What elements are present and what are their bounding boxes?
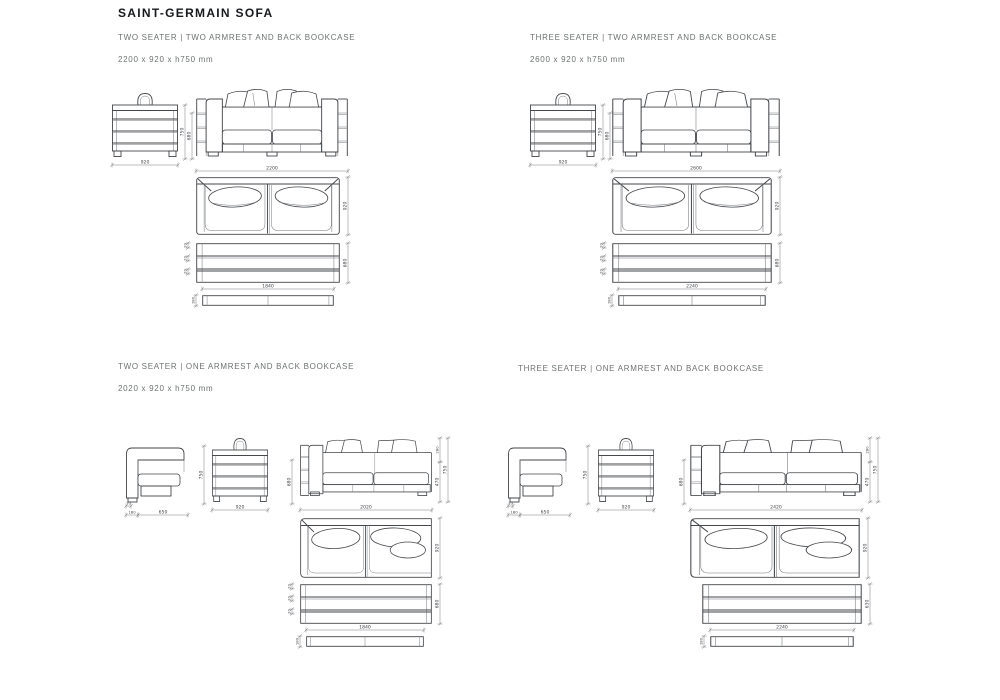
bookcase-height-dim [434,582,442,625]
bookcase-width-dim [708,624,855,632]
front-width-dim [610,165,781,173]
plan-depth-dim-label: 920 [435,543,441,553]
side-elevation-drawing [113,94,178,157]
front-elevation-drawing [301,439,432,495]
armrest-top-dim-label: 70 [508,500,513,506]
shelf-thickness-dim-label: 20 [286,596,292,601]
total-height-dim [597,103,605,160]
back-height-dim [604,111,612,160]
bookcase-width-dim-label: 1840 [359,625,371,631]
front-height-dim [872,436,880,503]
armrest-base-dim [506,509,521,517]
plan-depth-dim [774,175,782,236]
variant-header-three-seater-one-armrest [518,364,764,386]
drawing-three-seater-one-armrest [500,432,895,662]
front-height-dim-label: 750 [443,465,449,475]
side-elevation-drawing [598,439,653,502]
plan-depth-dim [862,516,870,579]
base-strip-drawing [203,296,334,306]
base-height-dim-label: 180 [698,637,704,646]
bookcase-width-dim [304,624,425,632]
total-height-dim-label: 750 [180,127,186,137]
bookcase-width-dim [616,283,767,291]
shelf-thickness-dim-label: 20 [286,584,292,589]
front-height-dim [442,436,450,503]
front-width-dim-label: 2200 [266,166,278,172]
plan-depth-dim [434,516,442,579]
side-depth-dim [596,504,655,512]
bookcase-width-dim [200,283,335,291]
seat-height-dim [864,460,872,503]
side-depth-dim-label: 920 [558,160,568,166]
base-height-dim [294,634,302,648]
front-height-dim-label: 750 [873,465,879,475]
armrest-module-drawing [509,448,567,502]
front-width-dim-label: 2600 [690,166,702,172]
base-height-dim [190,293,198,307]
drawing-two-seater-one-armrest [118,432,468,662]
pillow-height-dim [864,436,872,463]
side-depth-dim-label: 920 [621,505,631,511]
side-depth-dim-label: 920 [140,160,150,166]
bookcase-height-dim-label: 630 [865,599,871,609]
shelf-thickness-dim-label: 20 [286,609,292,614]
back-height-dim-label: 680 [605,131,611,141]
bookcase-width-dim-label: 2240 [776,625,788,631]
shelf-thickness-dim [182,267,190,275]
armrest-width-dim [136,509,189,517]
bookcase-height-dim [864,582,872,625]
plan-depth-dim-label: 920 [343,201,349,211]
front-width-dim [194,165,349,173]
plan-view-drawing [197,178,340,235]
armrest-width-dim [518,509,571,517]
shelf-thickness-dim [182,254,190,262]
total-height-dim-label: 750 [199,470,205,480]
bookcase-height-dim-label: 680 [775,258,781,268]
armrest-base-dim-label: 180 [128,509,136,515]
pillow-height-dim-label: 280 [864,446,870,454]
total-height-dim [582,444,590,505]
variant-title: TWO SEATER | ONE ARMREST AND BACK BOOKCASE [118,362,355,371]
variant-title: TWO SEATER | TWO ARMREST AND BACK BOOKCASE [118,33,356,42]
pillow-height-dim [434,436,442,463]
shelf-thickness-dim-label: 20 [598,269,604,274]
shelf-thickness-dim [182,241,190,249]
variant-size: 2020 x 920 x h750 mm [118,384,214,393]
front-width-dim-label: 2420 [770,505,782,511]
variant-header-three-seater-two-armrest [530,33,777,64]
base-strip-drawing [711,637,853,647]
back-height-dim [286,458,294,505]
shelf-thickness-dim-label: 20 [182,243,188,248]
total-height-dim [179,103,187,160]
total-height-dim-label: 750 [583,470,589,480]
back-height-dim [186,111,194,160]
shelf-thickness-dim [598,241,606,249]
shelf-thickness-dim-label: 20 [598,243,604,248]
shelf-thickness-dim-label: 20 [598,256,604,261]
shelf-thickness-dim [598,267,606,275]
pillow-height-dim-label: 280 [434,446,440,454]
back-height-dim-label: 680 [187,131,193,141]
bookcase-width-dim-label: 1840 [262,284,274,290]
plan-depth-dim-label: 920 [775,201,781,211]
side-depth-dim [210,504,269,512]
front-elevation-drawing [197,89,348,156]
shelf-thickness-dim [286,594,294,602]
variant-header-two-seater-two-armrest [118,33,355,64]
variant-header-two-seater-one-armrest [118,362,354,393]
back-height-dim-label: 680 [679,477,685,487]
base-strip-drawing [307,637,424,647]
bookcase-height-dim [774,241,782,284]
bookcase-height-dim [342,241,350,284]
base-height-dim [606,293,614,307]
armrest-width-dim-label: 650 [158,510,168,516]
shelf-thickness-dim [286,582,294,590]
armrest-top-dim-label: 70 [126,500,131,506]
front-width-dim [298,504,433,512]
base-strip-drawing [619,296,765,306]
plan-view-drawing [301,519,432,578]
side-elevation-drawing [212,439,267,502]
front-elevation-drawing [691,439,861,495]
seat-height-dim-label: 470 [865,477,871,487]
plan-view-drawing [691,519,859,578]
seat-height-dim-label: 470 [435,477,441,487]
page-title: SAINT-GERMAIN SOFA [118,6,274,20]
variant-size: 2200 x 920 x h750 mm [118,55,214,64]
armrest-base-dim-label: 180 [510,509,518,515]
variant-title: THREE SEATER | TWO ARMREST AND BACK BOOKCASE [530,33,778,42]
side-depth-dim-label: 920 [235,505,245,511]
total-height-dim [198,444,206,505]
armrest-width-dim-label: 650 [540,510,550,516]
side-depth-dim [110,159,179,167]
drawing-three-seater-two-armrest [528,85,973,315]
bookcase-elevation-drawing [197,244,340,283]
armrest-base-dim [124,509,139,517]
base-height-dim [698,634,706,648]
base-height-dim-label: 180 [190,296,196,305]
plan-view-drawing [613,178,771,235]
seat-height-dim [434,460,442,503]
bookcase-width-dim-label: 2240 [686,284,698,290]
base-height-dim-label: 180 [294,637,300,646]
bookcase-elevation-drawing [301,585,432,624]
variant-title: THREE SEATER | ONE ARMREST AND BACK BOOKCASE [518,364,764,373]
front-width-dim [688,504,863,512]
bookcase-elevation-drawing [703,585,861,624]
side-depth-dim [528,159,597,167]
plan-depth-dim-label: 920 [863,543,869,553]
back-height-dim [678,458,686,505]
front-elevation-drawing [613,89,779,156]
shelf-thickness-dim-label: 20 [182,269,188,274]
front-width-dim-label: 2020 [360,505,372,511]
bookcase-height-dim-label: 680 [343,258,349,268]
shelf-thickness-dim [598,254,606,262]
shelf-thickness-dim-label: 20 [182,256,188,261]
shelf-thickness-dim [286,607,294,615]
total-height-dim-label: 750 [598,127,604,137]
base-height-dim-label: 180 [606,296,612,305]
side-elevation-drawing [531,94,596,157]
bookcase-elevation-drawing [613,244,771,283]
bookcase-height-dim-label: 680 [435,599,441,609]
variant-size: 2600 x 920 x h750 mm [530,55,626,64]
plan-depth-dim [342,175,350,236]
armrest-module-drawing [127,448,185,502]
back-height-dim-label: 680 [287,477,293,487]
drawing-two-seater-two-armrest [112,85,537,315]
